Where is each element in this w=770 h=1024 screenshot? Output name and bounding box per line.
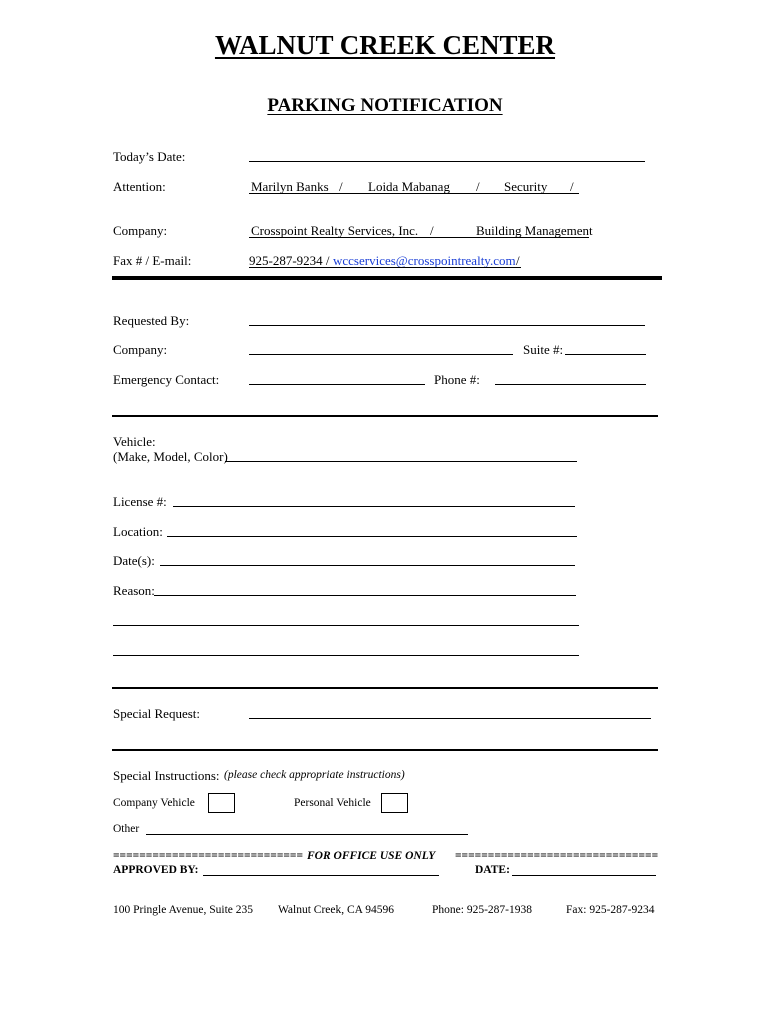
phone-line xyxy=(495,384,646,385)
requested-by-label: Requested By: xyxy=(113,313,190,328)
company-vehicle-checkbox[interactable] xyxy=(208,793,235,813)
attention-sep-3: / xyxy=(570,179,574,194)
special-request-field[interactable] xyxy=(250,703,648,719)
reason-line-1 xyxy=(154,595,576,596)
personal-vehicle-label: Personal Vehicle xyxy=(294,797,371,809)
approved-by-label: APPROVED BY: xyxy=(113,864,199,876)
fax-value: 925-287-9234 / xyxy=(249,253,330,268)
emergency-contact-label: Emergency Contact: xyxy=(113,372,220,387)
attention-name-1: Marilyn Banks xyxy=(251,179,329,194)
location-line xyxy=(167,536,577,537)
fax-email-line xyxy=(249,267,521,268)
footer-fax: Fax: 925-287-9234 xyxy=(566,904,655,916)
office-use-banner-text: FOR OFFICE USE ONLY xyxy=(307,850,436,862)
todays-date-label: Today’s Date: xyxy=(113,149,186,164)
license-label: License #: xyxy=(113,494,167,509)
office-use-banner-right: =============================== xyxy=(455,850,659,862)
requester-company-field[interactable] xyxy=(250,339,510,355)
special-request-line xyxy=(249,718,651,719)
company-value-secondary: Building Management xyxy=(476,223,593,238)
email-trailing-sep: / xyxy=(516,253,520,268)
company-separator: / xyxy=(430,223,434,238)
location-field[interactable] xyxy=(168,521,574,537)
todays-date-field[interactable] xyxy=(250,146,642,162)
reason-line-2 xyxy=(113,625,579,626)
requested-by-field[interactable] xyxy=(250,310,642,326)
footer-city: Walnut Creek, CA 94596 xyxy=(278,904,394,916)
location-label: Location: xyxy=(113,524,163,539)
page-title-text: WALNUT CREEK CENTER xyxy=(214,30,556,60)
page-subtitle xyxy=(0,95,770,117)
attention-label: Attention: xyxy=(113,179,166,194)
attention-name-2: Loida Mabanag xyxy=(368,179,450,194)
section-divider-thick xyxy=(112,276,662,280)
other-label: Other xyxy=(113,823,140,835)
company-line xyxy=(249,237,589,238)
special-instructions-hint: (please check appropriate instructions) xyxy=(224,769,405,781)
personal-vehicle-checkbox[interactable] xyxy=(381,793,408,813)
fax-email-label: Fax # / E-mail: xyxy=(113,253,192,268)
page-subtitle-text: PARKING NOTIFICATION xyxy=(267,95,503,116)
office-use-banner-left: ============================= xyxy=(113,850,304,862)
todays-date-line xyxy=(249,161,645,162)
phone-field[interactable] xyxy=(496,369,644,385)
special-request-label: Special Request: xyxy=(113,706,201,721)
dates-line xyxy=(160,565,575,566)
footer-phone: Phone: 925-287-1938 xyxy=(432,904,532,916)
vehicle-label: Vehicle: xyxy=(113,434,156,449)
suite-line xyxy=(565,354,646,355)
vehicle-field[interactable] xyxy=(226,446,574,462)
reason-field-3[interactable] xyxy=(114,640,576,656)
section-divider-special-request xyxy=(112,687,658,689)
footer-address: 100 Pringle Avenue, Suite 235 xyxy=(113,904,254,916)
attention-name-3: Security xyxy=(504,179,548,194)
reason-label: Reason: xyxy=(113,583,155,598)
license-line xyxy=(173,506,575,507)
reason-line-3 xyxy=(113,655,579,656)
other-line xyxy=(146,834,468,835)
vehicle-line xyxy=(225,461,577,462)
attention-line xyxy=(249,193,579,194)
suite-label: Suite #: xyxy=(523,342,564,357)
company-vehicle-label: Company Vehicle xyxy=(113,797,195,809)
phone-label: Phone #: xyxy=(434,372,480,387)
email-link[interactable]: wccservices@crosspointrealty.com xyxy=(333,253,516,268)
dates-field[interactable] xyxy=(161,550,572,566)
company-value-primary: Crosspoint Realty Services, Inc. xyxy=(251,223,419,238)
suite-field[interactable] xyxy=(566,339,644,355)
requester-company-line xyxy=(249,354,513,355)
special-instructions-label: Special Instructions: xyxy=(113,768,220,783)
emergency-contact-line xyxy=(249,384,425,385)
approved-by-line xyxy=(203,875,439,876)
page-title xyxy=(0,30,770,61)
attention-sep-2: / xyxy=(476,179,480,194)
reason-field[interactable] xyxy=(155,580,573,596)
make-model-color-label: (Make, Model, Color) xyxy=(113,449,228,464)
approval-date-line xyxy=(512,875,656,876)
emergency-contact-field[interactable] xyxy=(250,369,422,385)
requester-company-label: Company: xyxy=(113,342,168,357)
company-label: Company: xyxy=(113,223,168,238)
section-divider-instructions xyxy=(112,749,658,751)
dates-label: Date(s): xyxy=(113,553,155,568)
section-divider-vehicle xyxy=(112,415,658,417)
approval-date-label: DATE: xyxy=(475,864,510,876)
license-field[interactable] xyxy=(174,491,572,507)
reason-field-2[interactable] xyxy=(114,610,576,626)
attention-sep-1: / xyxy=(339,179,343,194)
requested-by-line xyxy=(249,325,645,326)
